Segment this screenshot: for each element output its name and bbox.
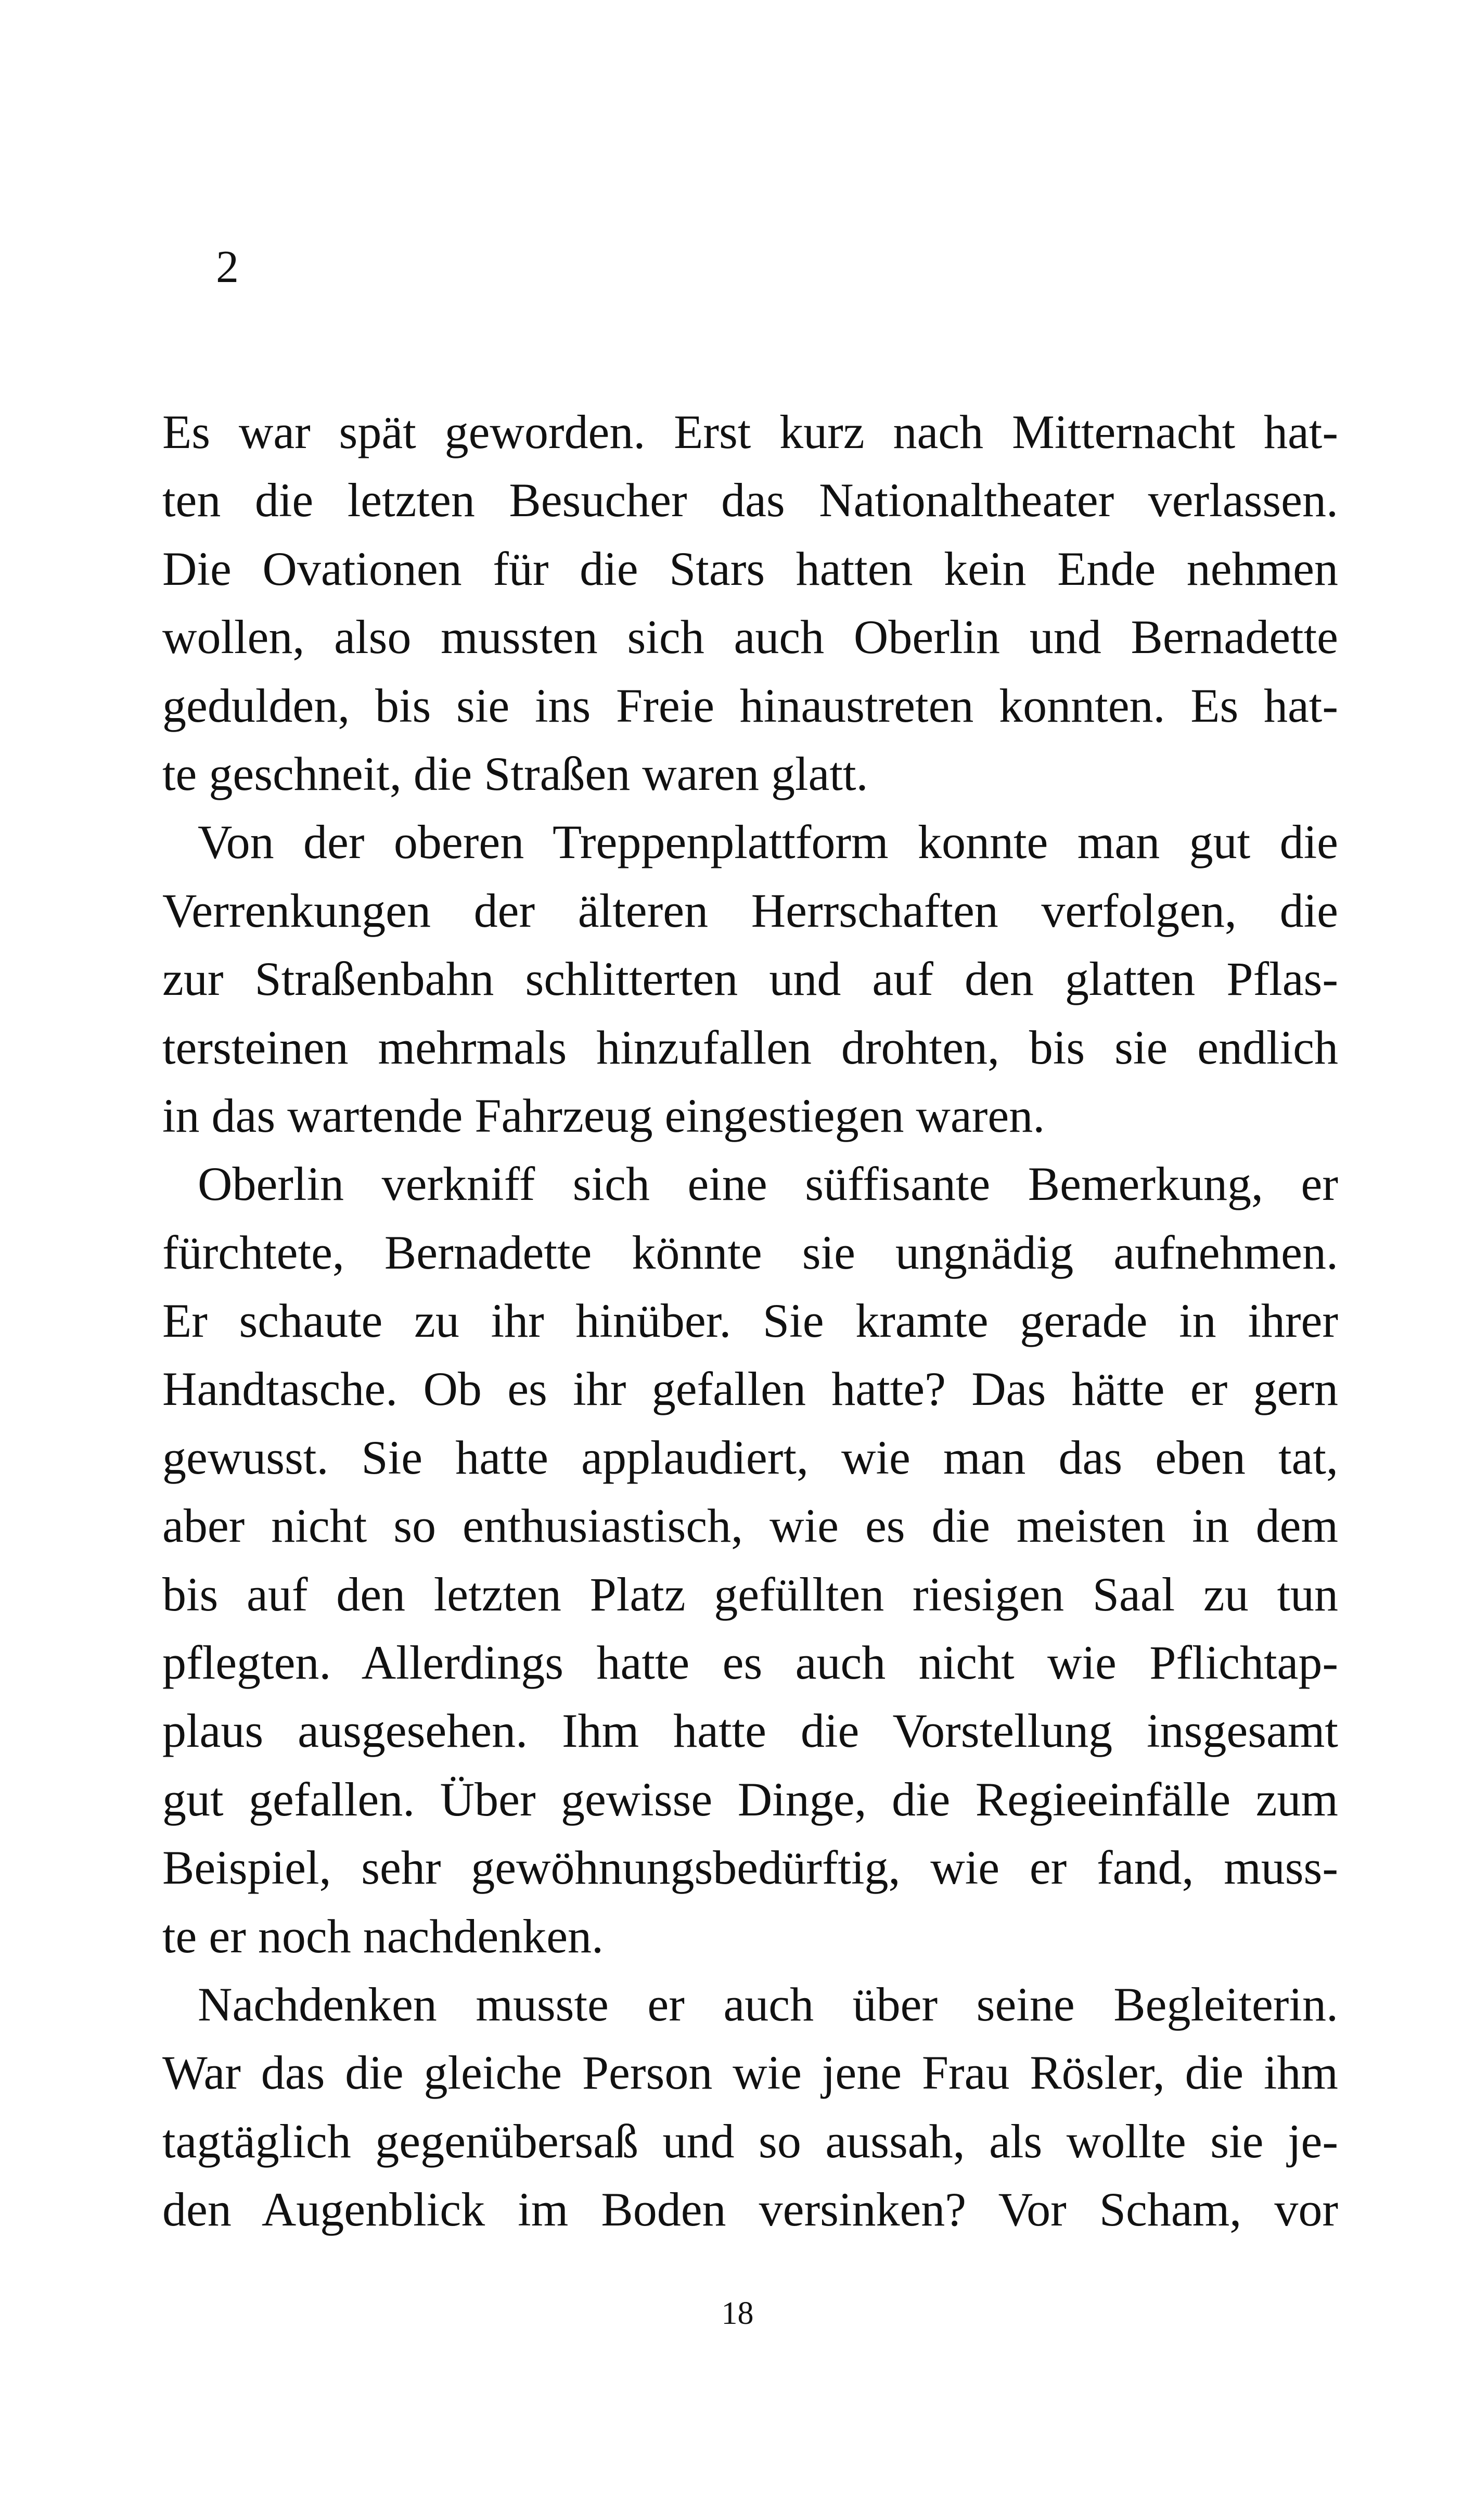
page-number: 18 <box>721 2296 754 2331</box>
text-line: aber nicht so enthusiastisch, wie es die meisten in dem <box>162 1499 1338 1553</box>
text-line: gedulden, bis sie ins Freie hinaustreten konnten. Es hat- <box>162 679 1338 732</box>
text-line: Es war spät geworden. Erst kurz nach Mitternacht hat- <box>162 405 1338 458</box>
text-line: te geschneit, die Straßen waren glatt. <box>162 747 868 800</box>
text-line: Verrenkungen der älteren Herrschaften verfolgen, die <box>162 884 1338 937</box>
text-line: fürchtete, Bernadette könnte sie ungnädig aufnehmen. <box>162 1225 1338 1279</box>
text-line: ten die letzten Besucher das Nationaltheater verlassen. <box>162 474 1338 527</box>
body-text <box>162 398 1338 2244</box>
text-line: pflegten. Allerdings hatte es auch nicht wie Pflichtap- <box>162 1636 1338 1690</box>
text-line: Beispiel, sehr gewöhnungsbedürftig, wie er fand, muss- <box>162 1841 1338 1895</box>
text-line: Er schaute zu ihr hinüber. Sie kramte gerade in ihrer <box>162 1294 1338 1348</box>
text-line: gut gefallen. Über gewisse Dinge, die Regieeinfälle zum <box>162 1772 1338 1826</box>
text-line: plaus ausgesehen. Ihm hatte die Vorstellung insgesamt <box>162 1704 1338 1758</box>
text-line: gewusst. Sie hatte applaudiert, wie man das eben tat, <box>162 1430 1338 1484</box>
text-line: bis auf den letzten Platz gefüllten riesigen Saal zu tun <box>162 1567 1338 1621</box>
text-line: in das wartende Fahrzeug eingestiegen waren. <box>162 1089 1045 1142</box>
text-line: Die Ovationen für die Stars hatten kein Ende nehmen <box>162 542 1338 595</box>
text-line: Nachdenken musste er auch über seine Begleiterin. <box>198 1977 1338 2031</box>
text-line: te er noch nachdenken. <box>162 1909 604 1963</box>
text-line: Von der oberen Treppenplattform konnte man gut die <box>198 815 1338 869</box>
text-line: War das die gleiche Person wie jene Frau Rösler, die ihm <box>162 2046 1338 2100</box>
text-line: wollen, also mussten sich auch Oberlin und Bernadette <box>162 610 1338 664</box>
text-line: zur Straßenbahn schlitterten und auf den glatten Pflas- <box>162 952 1338 1006</box>
chapter-number: 2 <box>216 242 239 292</box>
text-line: den Augenblick im Boden versinken? Vor Scham, vor <box>162 2183 1338 2236</box>
text-line: tersteinen mehrmals hinzufallen drohten, bis sie endlich <box>162 1020 1338 1074</box>
text-line: tagtäglich gegenübersaß und so aussah, als wollte sie je- <box>162 2114 1338 2168</box>
text-line: Handtasche. Ob es ihr gefallen hatte? Das hätte er gern <box>162 1362 1338 1416</box>
text-line: Oberlin verkniff sich eine süffisante Bemerkung, er <box>198 1157 1338 1211</box>
